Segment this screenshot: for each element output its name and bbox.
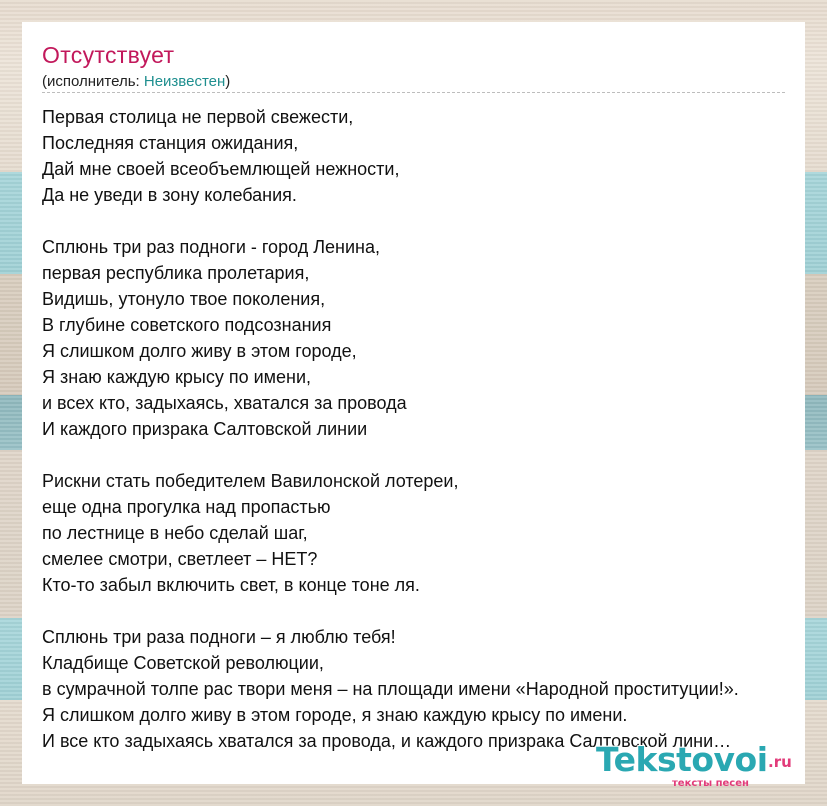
lyric-line: Кладбище Советской революции,	[42, 653, 324, 673]
stanza-gap	[42, 598, 805, 624]
lyric-line: Я знаю каждую крысу по имени,	[42, 367, 312, 387]
lyric-line: Дай мне своей всеобъемлющей нежности,	[42, 159, 400, 179]
artist-line	[42, 73, 230, 90]
lyric-line: Рискни стать победителем Вавилонской лотереи,	[42, 471, 459, 491]
lyric-line: и всех кто, задыхаясь, хватался за провода	[42, 393, 407, 413]
lyric-line: Кто-то забыл включить свет, в конце тоне ля.	[42, 575, 420, 595]
lyric-line: И все кто задыхаясь хватался за провода, и каждого призрака Салтовской лини…	[42, 731, 732, 751]
lyric-line: первая республика пролетария,	[42, 263, 310, 283]
artist-link[interactable]: Неизвестен	[143, 73, 226, 90]
header-divider	[42, 92, 785, 93]
lyric-line: Последняя станция ожидания,	[42, 133, 299, 153]
lyrics-card	[22, 22, 805, 784]
lyric-line: Видишь, утонуло твое поколения,	[42, 289, 326, 309]
lyric-line: Сплюнь три раз подноги - город Ленина,	[42, 237, 380, 257]
lyric-line: Сплюнь три раза подноги – я люблю тебя!	[42, 627, 396, 647]
logo-wordmark: Tekstovoi	[596, 740, 768, 779]
lyrics-text	[42, 104, 805, 754]
artist-prefix: (исполнитель:	[42, 73, 144, 90]
lyric-line: В глубине советского подсознания	[42, 315, 332, 335]
lyric-line: И каждого призрака Салтовской линии	[42, 419, 368, 439]
logo-domain: .ru	[768, 753, 792, 771]
lyric-line: по лестнице в небо сделай шаг,	[42, 523, 308, 543]
artist-suffix: )	[225, 73, 231, 90]
lyric-line: Первая столица не первой свежести,	[42, 107, 354, 127]
logo-tagline: тексты песен	[672, 778, 749, 789]
stanza-gap	[42, 442, 805, 468]
lyric-line: в сумрачной толпе рас твори меня – на площади имени «Народной проституции!».	[42, 679, 739, 699]
lyric-line: Я слишком долго живу в этом городе,	[42, 341, 357, 361]
stanza-gap	[42, 208, 805, 234]
site-logo[interactable]	[596, 740, 801, 792]
lyric-line: еще одна прогулка над пропастью	[42, 497, 331, 517]
lyric-line: смелее смотри, светлеет – НЕТ?	[42, 549, 318, 569]
lyric-line: Да не уведи в зону колебания.	[42, 185, 297, 205]
lyric-line: Я слишком долго живу в этом городе, я знаю каждую крысу по имени.	[42, 705, 628, 725]
song-title: Отсутствует	[42, 42, 175, 68]
